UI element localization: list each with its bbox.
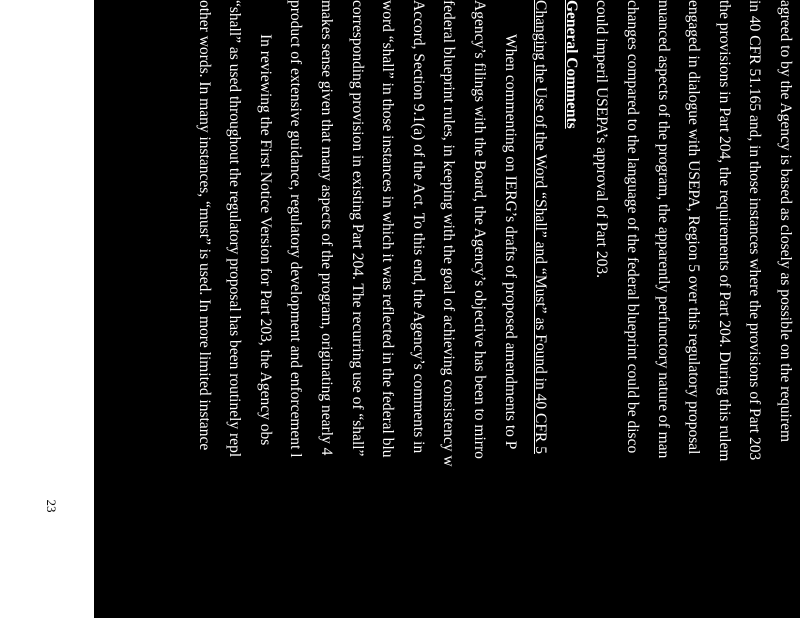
text-line: federal blueprint rules, in keeping with the goal of achieving consistency w [440,0,458,467]
text-line: Accord, Section 9.1(a) of the Act. To this end, the Agency’s comments in [409,0,427,454]
text-line: makes sense given that many aspects of the program, originating nearly 4 [318,0,335,456]
subsection-heading: Changing the Use of the Word “Shall” and “Must” as Found in 40 CFR 5 [532,0,550,454]
text-line: changes compared to the language of the federal blueprint could be disco [624,0,641,454]
text-line: could imperil USEPA’s approval of Part 203. [593,0,611,278]
scanned-page [94,0,800,618]
text-line: agreed to by the Agency is based as closely as possible on the requirem [777,0,794,443]
text-line: word “shall” in those instances in which it was reflected in the federal blu [379,0,397,458]
text-line: the provisions in Part 204, the requirements of Part 204. During this rulem [715,0,733,462]
text-line: “shall” as used throughout the regulatory proposal has been routinely repl [226,0,244,458]
text-line: corresponding provision in existing Part 204. The recurring use of “shall” [348,0,366,457]
text-line: in 40 CFR 51.165 and, in those instances where the provisions of Part 203 [746,0,764,461]
text-line: product of extensive guidance, regulatory development and enforcement l [287,0,305,458]
section-heading: General Comments [562,0,580,129]
text-line: other words. In many instances, “must” is used. In more limited instance [195,0,213,451]
text-line: nuanced aspects of the program, the apparently perfunctory nature of man [654,0,672,459]
text-line: When commenting on IERG’s drafts of proposed amendments to P [501,34,519,450]
rotated-page-text [94,0,800,618]
page-number: 23 [44,499,59,513]
text-line: engaged in dialogue with USEPA, Region 5 over this regulatory proposal [685,0,703,455]
text-line: In reviewing the First Notice Version for Part 203, the Agency obs [256,34,274,446]
text-line: Agency’s filings with the Board, the Agency’s objective has been to mirro [471,0,488,459]
